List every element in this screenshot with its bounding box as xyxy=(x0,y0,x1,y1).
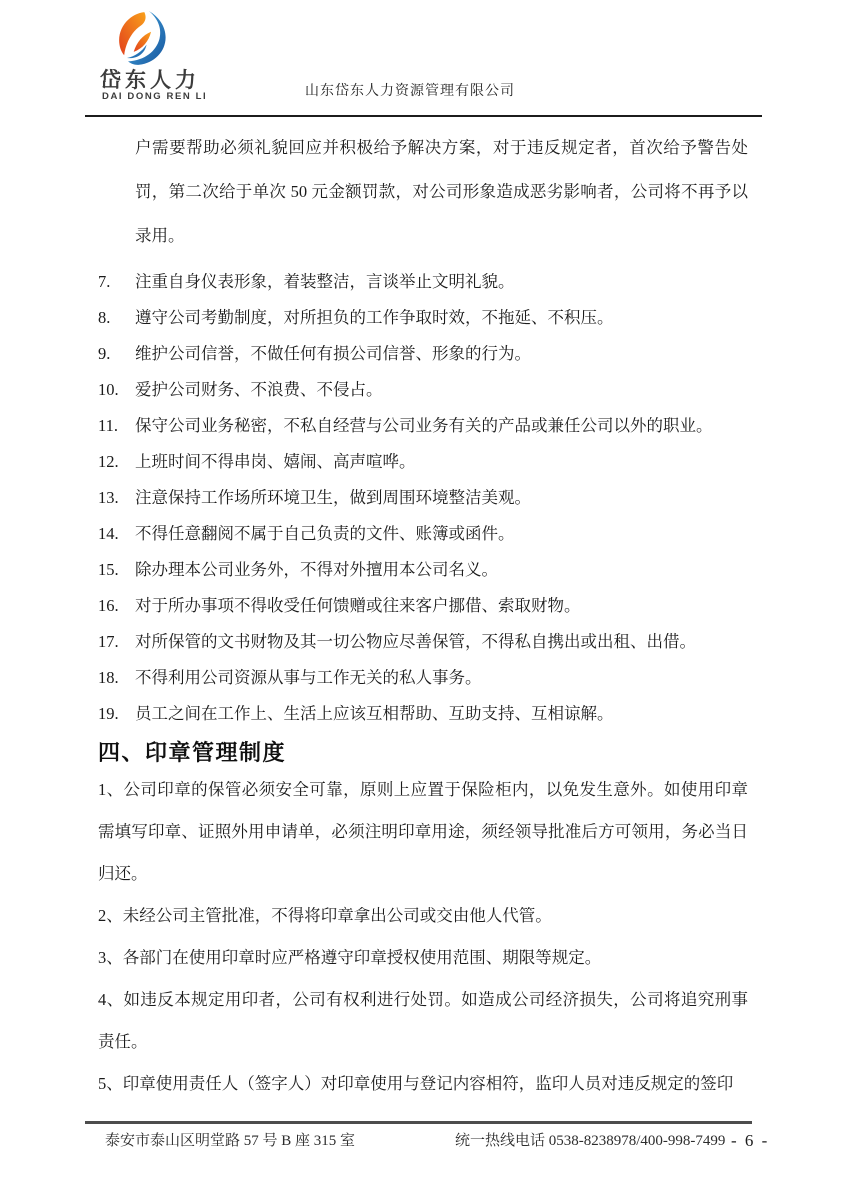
rule-number: 19. xyxy=(98,704,119,723)
rule-item xyxy=(98,696,748,732)
rule-number: 8. xyxy=(98,308,111,327)
rule-item xyxy=(98,660,748,696)
seal-rule-paragraph xyxy=(98,937,748,979)
seal-rule-paragraph xyxy=(98,895,748,937)
rule-number: 17. xyxy=(98,632,119,651)
rule-text: 注重自身仪表形象，着装整洁，言谈举止文明礼貌。 xyxy=(135,272,515,291)
seal-rule-text: 印章使用责任人（签字人）对印章使用与登记内容相符，监印人员对违反规定的签印 xyxy=(122,1074,734,1093)
rule-number: 13. xyxy=(98,488,119,507)
rule-item xyxy=(98,588,748,624)
rule-text: 维护公司信誉，不做任何有损公司信誉、形象的行为。 xyxy=(135,344,531,363)
rule-item xyxy=(98,624,748,660)
seal-rule-number: 3、 xyxy=(98,948,123,967)
rule-text: 爱护公司财务、不浪费、不侵占。 xyxy=(135,380,383,399)
rule-text: 注意保持工作场所环境卫生，做到周围环境整洁美观。 xyxy=(135,488,531,507)
seal-rule-paragraph xyxy=(98,769,748,895)
rule-text: 对所保管的文书财物及其一切公物应尽善保管，不得私自携出或出租、出借。 xyxy=(135,632,696,651)
seal-rule-text: 未经公司主管批准，不得将印章拿出公司或交由他人代管。 xyxy=(122,906,552,925)
logo-text-en: DAI DONG REN LI xyxy=(102,91,208,102)
logo-text-cn: 岱东人力 xyxy=(100,69,200,92)
rule-text: 上班时间不得串岗、嬉闹、高声喧哗。 xyxy=(135,452,416,471)
conduct-rules-list xyxy=(98,264,748,732)
rule-item xyxy=(98,444,748,480)
seal-rule-paragraph xyxy=(98,979,748,1063)
seal-rule-number: 4、 xyxy=(98,990,124,1009)
rule-number: 9. xyxy=(98,344,111,363)
section-heading-seal-management: 四、印章管理制度 xyxy=(98,740,287,765)
footer-address: 泰安市泰山区明堂路 57 号 B 座 315 室 xyxy=(105,1133,356,1149)
seal-rule-number: 1、 xyxy=(98,780,124,799)
rule-text: 对于所办事项不得收受任何馈赠或往来客户挪借、索取财物。 xyxy=(135,596,581,615)
footer-hotline: 统一热线电话 0538-8238978/400-998-7499 xyxy=(455,1133,726,1149)
rule-number: 11. xyxy=(98,416,119,435)
page-header xyxy=(85,0,762,117)
seal-rule-text: 公司印章的保管必须安全可靠，原则上应置于保险柜内，以免发生意外。如使用印章需填写印章、证照外用申请单，必须注明印章用途，须经领导批准后方可领用，务必当日归还。 xyxy=(98,780,749,883)
rule-item xyxy=(98,552,748,588)
rule-item xyxy=(98,516,748,552)
rule-item xyxy=(98,372,748,408)
document-body xyxy=(98,118,748,1105)
rule-number: 7. xyxy=(98,272,111,291)
seal-rule-text: 各部门在使用印章时应严格遵守印章授权使用范围、期限等规定。 xyxy=(122,948,602,967)
company-name: 山东岱东人力资源管理有限公司 xyxy=(305,84,515,99)
rule-text: 保守公司业务秘密，不私自经营与公司业务有关的产品或兼任公司以外的职业。 xyxy=(135,416,713,435)
rule-text: 除办理本公司业务外，不得对外擅用本公司名义。 xyxy=(135,560,498,579)
rule-number: 14. xyxy=(98,524,119,543)
rule-text: 遵守公司考勤制度，对所担负的工作争取时效，不拖延、不积压。 xyxy=(135,308,614,327)
seal-rule-paragraph xyxy=(98,1063,748,1105)
rule-item xyxy=(98,264,748,300)
footer-divider xyxy=(85,1121,752,1124)
rule-number: 16. xyxy=(98,596,119,615)
rule-text: 不得任意翻阅不属于自己负责的文件、账簿或函件。 xyxy=(135,524,515,543)
rule-text: 不得利用公司资源从事与工作无关的私人事务。 xyxy=(135,668,482,687)
seal-rule-number: 5、 xyxy=(98,1074,123,1093)
rule-item xyxy=(98,300,748,336)
seal-rule-text: 如违反本规定用印者，公司有权利进行处罚。如造成公司经济损失，公司将追究刑事责任。 xyxy=(98,990,749,1051)
rule-number: 18. xyxy=(98,668,119,687)
rule-number: 15. xyxy=(98,560,119,579)
rule-item xyxy=(98,408,748,444)
rule-item xyxy=(98,480,748,516)
rule-text: 员工之间在工作上、生活上应该互相帮助、互助支持、互相谅解。 xyxy=(135,704,614,723)
rule-item xyxy=(98,336,748,372)
rule-number: 10. xyxy=(98,380,119,399)
seal-rule-number: 2、 xyxy=(98,906,123,925)
page-number: - 6 - xyxy=(731,1131,770,1150)
daidong-logo-icon xyxy=(118,6,174,72)
intro-paragraph: 户需要帮助必须礼貌回应并积极给予解决方案，对于违反规定者，首次给予警告处罚，第二次给于单次 50 元金额罚款，对公司形象造成恶劣影响者，公司将不再予以录用。 xyxy=(135,138,748,245)
rule-number: 12. xyxy=(98,452,119,471)
